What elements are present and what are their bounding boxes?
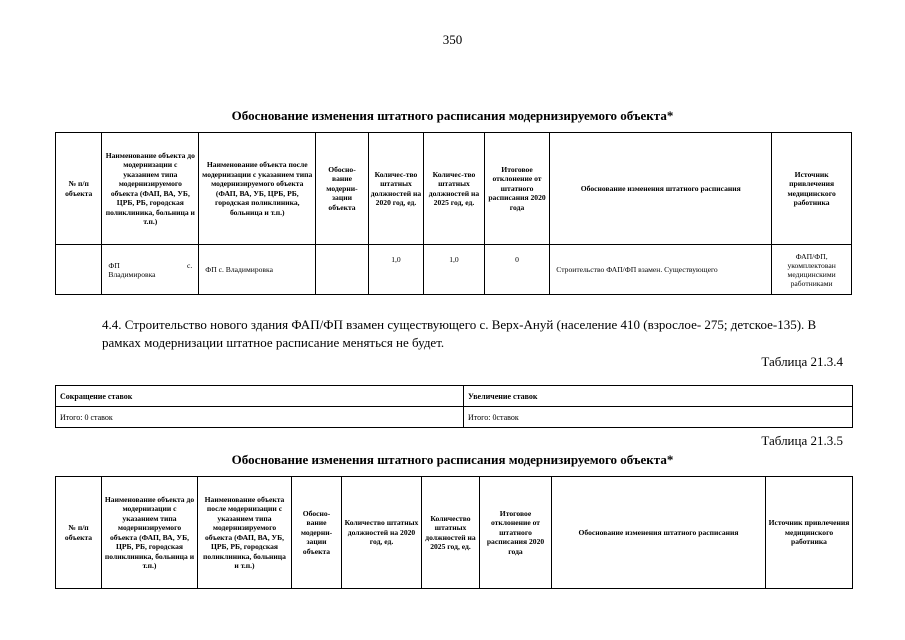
staffing-table-2 — [55, 476, 853, 589]
header-after: Наименование объекта после модернизации с указанием типа модернизируемого объекта (ФАП, ВА, УБ, ЦРБ, РБ, городская поликлиника, больница и т.п.) — [198, 477, 292, 589]
header-num: № п/п объекта — [56, 133, 102, 245]
cell-before — [102, 245, 199, 295]
cell-num — [56, 245, 102, 295]
header-before: Наименование объекта до модернизации с указанием типа модернизируемого объекта (ФАП, ВА, УБ, ЦРБ, РБ, городская поликлиника, больница и т.п.) — [102, 477, 198, 589]
header-count-2025: Количество штатных должностей на 2025 год, ед. — [422, 477, 480, 589]
cell-before-village: Владимировка — [108, 269, 156, 279]
header-reason: Обосно-вание модерни-зации объекта — [292, 477, 342, 589]
increase-header: Увеличение ставок — [464, 386, 853, 407]
header-source: Источник привлечения медицинского работника — [766, 477, 853, 589]
staffing-table-1 — [55, 132, 852, 295]
increase-total: Итого: 0ставок — [464, 407, 853, 428]
cell-reason — [316, 245, 368, 295]
header-reason: Обосно-вание модерни-зации объекта — [316, 133, 368, 245]
table-caption-21-3-5: Таблица 21.3.5 — [761, 433, 843, 448]
cell-justification: Строительство ФАП/ФП взамен. Существующего — [550, 245, 772, 295]
header-justification: Обоснование изменения штатного расписания — [550, 133, 772, 245]
header-before: Наименование объекта до модернизации с указанием типа модернизируемого объекта (ФАП, ВА, УБ, ЦРБ, РБ, городская поликлиника, больница и т.п.) — [102, 133, 199, 245]
header-justification: Обоснование изменения штатного расписания — [552, 477, 766, 589]
reduction-header: Сокращение ставок — [56, 386, 464, 407]
header-count-2020: Количество штатных должностей на 2020 год, ед. — [342, 477, 422, 589]
cell-source: ФАП/ФП, укомплектован медицинскими работниками — [772, 245, 852, 295]
header-source: Источник привлечения медицинского работника — [772, 133, 852, 245]
cell-deviation: 0 — [484, 245, 550, 295]
cell-after: ФП с. Владимировка — [199, 245, 316, 295]
cell-before-prefix: с. — [186, 260, 193, 270]
header-deviation: Итоговое отклонение от штатного расписания 2020 года — [484, 133, 550, 245]
reduction-total: Итого: 0 ставок — [56, 407, 464, 428]
header-deviation: Итоговое отклонение от штатного расписания 2020 года — [480, 477, 552, 589]
cell-count-2020: 1,0 — [368, 245, 423, 295]
header-after: Наименование объекта после модернизации с указанием типа модернизируемого объекта (ФАП, ВА, УБ, ЦРБ, РБ, городская поликлиника, больница и т.п.) — [199, 133, 316, 245]
section1-title: Обоснование изменения штатного расписания модернизируемого объекта* — [231, 108, 674, 123]
header-count-2025: Количес-тво штатных должностей на 2025 год, ед. — [424, 133, 485, 245]
cell-count-2025: 1,0 — [424, 245, 485, 295]
cell-before-type: ФП — [108, 260, 120, 270]
section2-title: Обоснование изменения штатного расписания модернизируемого объекта* — [231, 452, 674, 467]
paragraph-4-4: 4.4. Строительство нового здания ФАП/ФП взамен существующего с. Верх-Ануй (население 410 (взрослое- 275; детское-135). В рамках модернизации штатное расписание меняться не будет. — [102, 317, 817, 350]
page-number: 350 — [442, 32, 463, 47]
stavki-table — [55, 385, 853, 428]
table-row — [56, 245, 852, 295]
header-count-2020: Количес-тво штатных должностей на 2020 год, ед. — [368, 133, 423, 245]
header-num: № п/п объекта — [56, 477, 102, 589]
table-caption-21-3-4: Таблица 21.3.4 — [761, 354, 843, 369]
